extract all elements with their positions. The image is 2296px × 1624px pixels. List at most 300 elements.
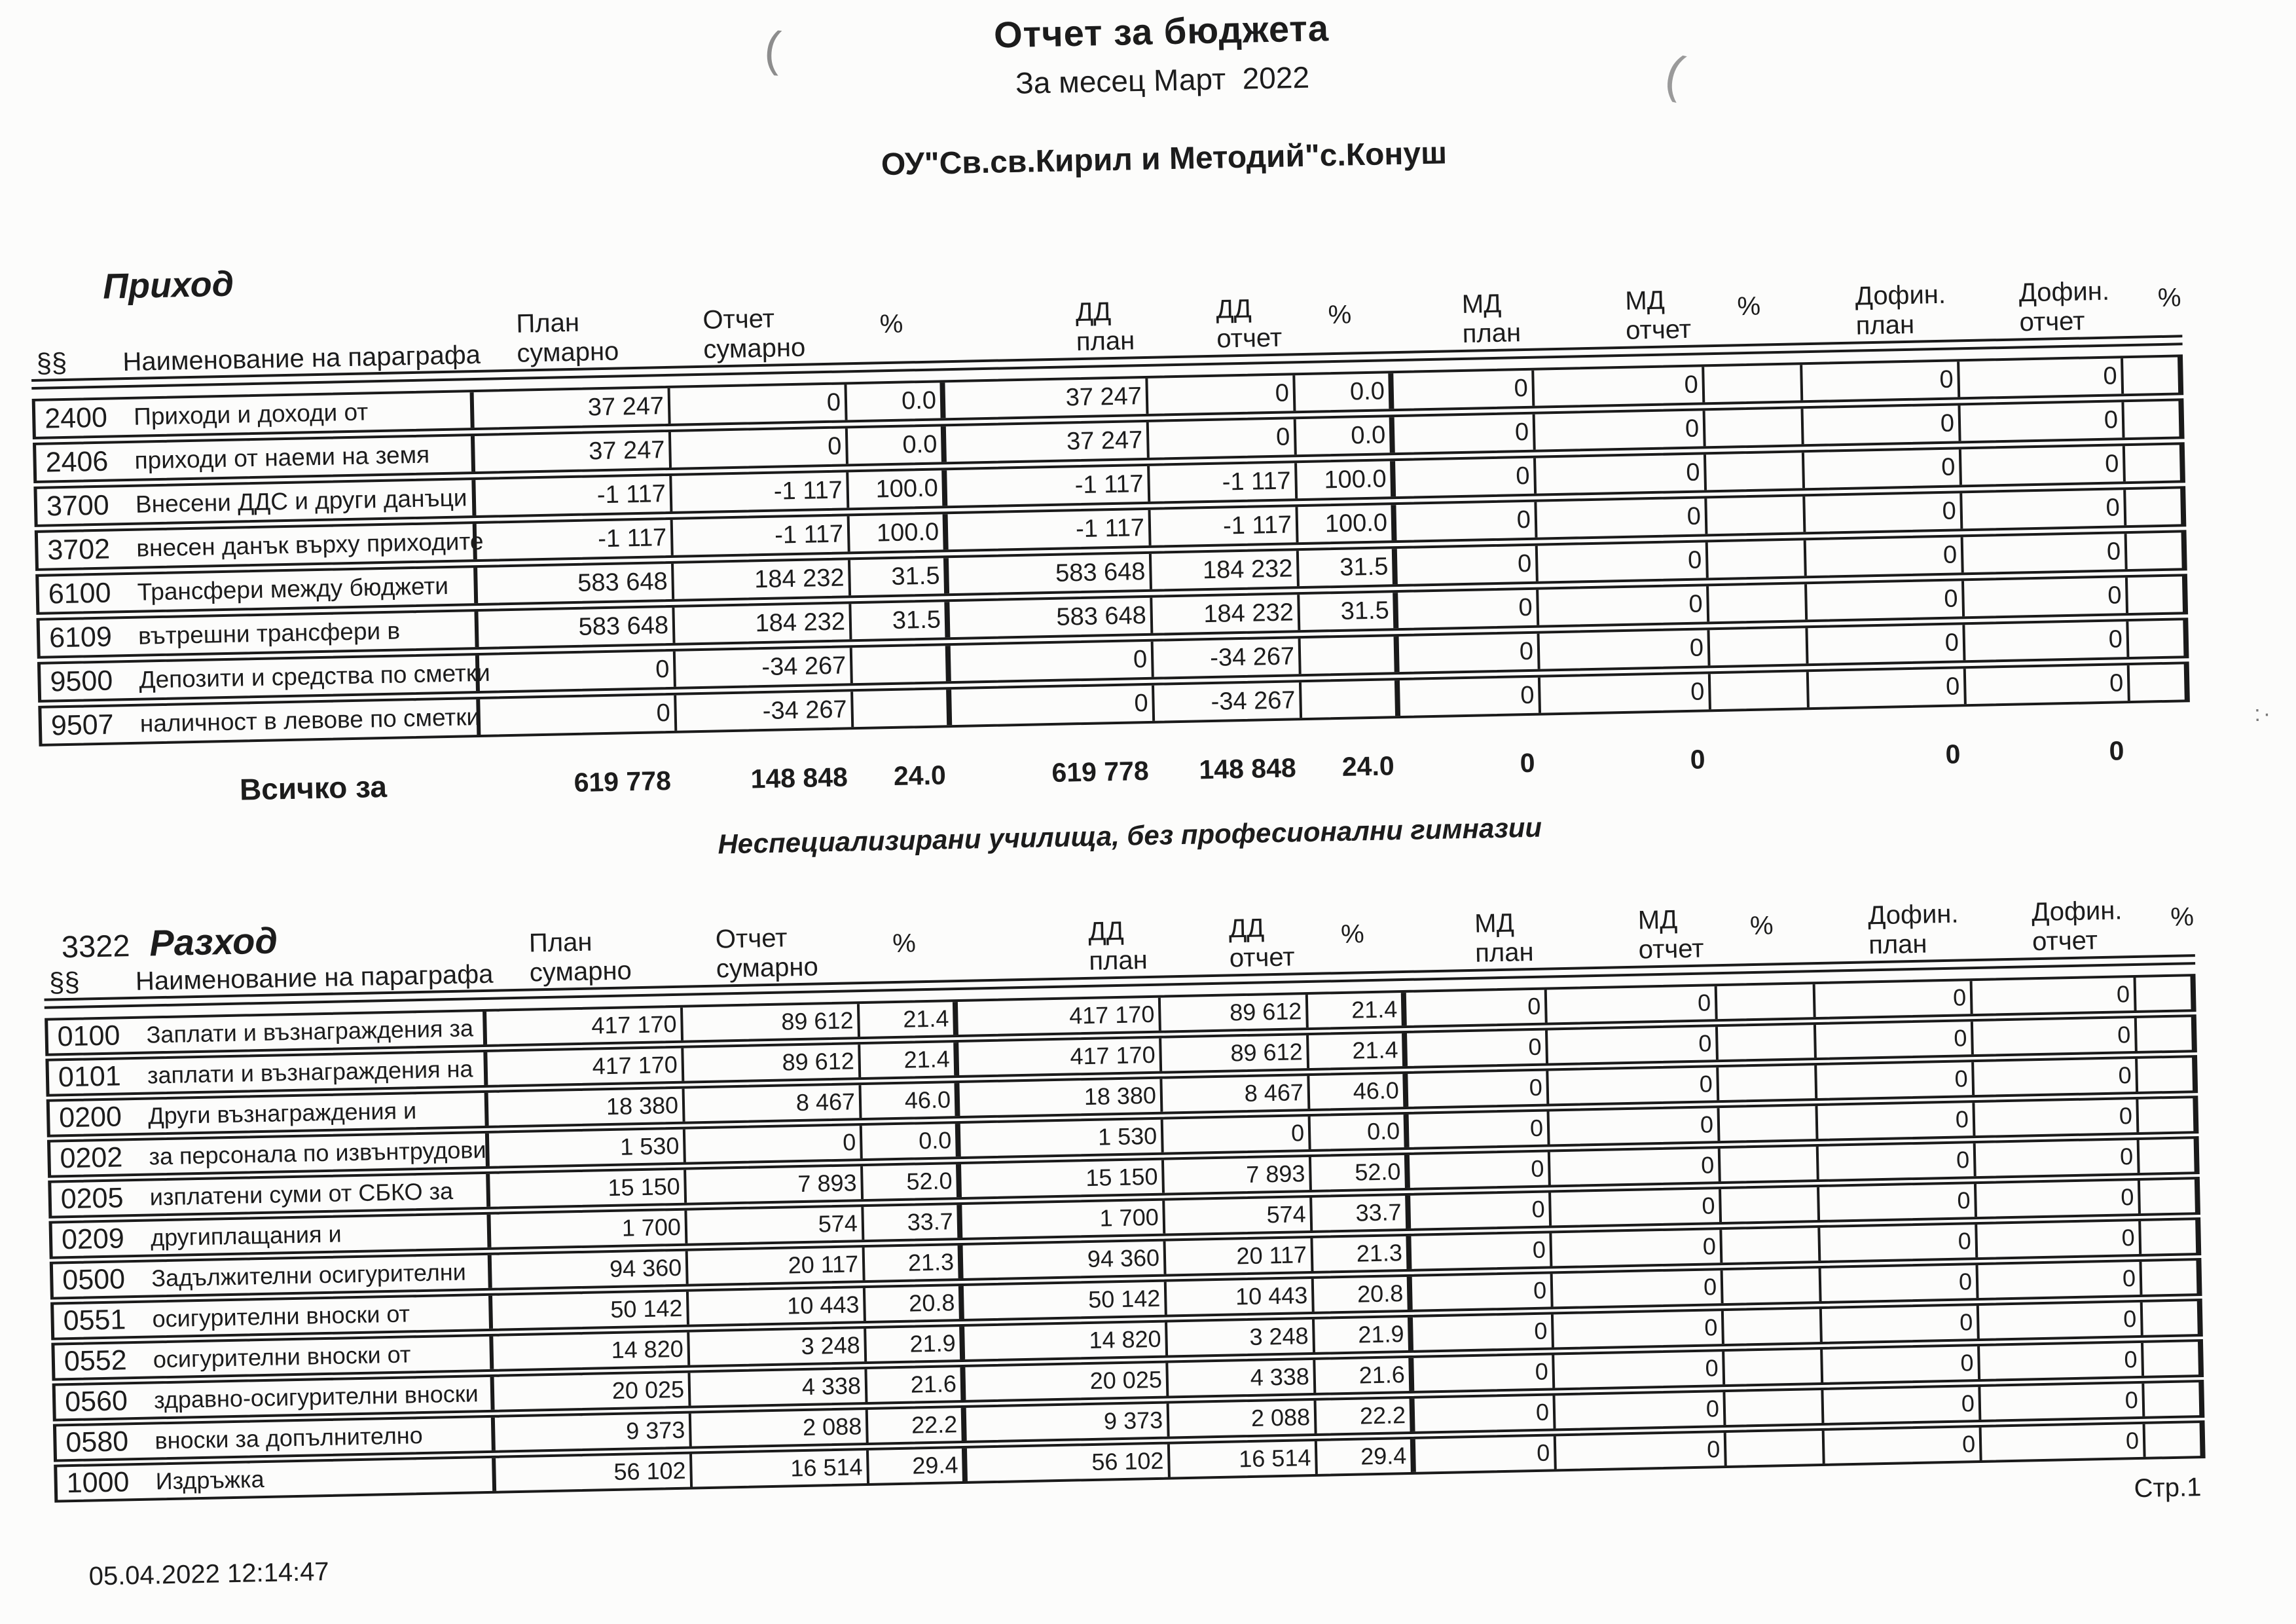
cell-dd-plan: 1 700 bbox=[962, 1201, 1165, 1238]
cell-md-plan: 0 bbox=[1409, 1111, 1550, 1147]
cell-pct bbox=[1725, 1390, 1824, 1425]
cell-dd-otchet: 10 443 bbox=[1167, 1279, 1315, 1315]
expense-section bbox=[41, 798, 2206, 1505]
cell-pct: 31.5 bbox=[850, 558, 949, 595]
cell-md-otchet: 0 bbox=[1553, 1270, 1724, 1306]
cell-dofin-plan: 0 bbox=[1808, 625, 1965, 663]
cell-name: Депозити и средства по сметки bbox=[132, 655, 480, 698]
total-md-plan: 0 bbox=[1520, 747, 1536, 778]
cell-pct: 31.5 bbox=[851, 602, 950, 639]
scan-artifact: ( bbox=[1660, 43, 1690, 103]
cell-dd-plan: 417 170 bbox=[958, 998, 1161, 1035]
total-pct: 24.0 bbox=[1341, 750, 1395, 782]
cell-name: Задължителни осигурителни bbox=[145, 1255, 492, 1295]
cell-md-plan: 0 bbox=[1406, 990, 1548, 1025]
cell-pct bbox=[2143, 1301, 2245, 1335]
cell-pct: 0.0 bbox=[1296, 417, 1395, 454]
expense-code: 3322 bbox=[61, 928, 130, 965]
cell-pct bbox=[1707, 496, 1806, 534]
cell-plan-sum: 417 170 bbox=[486, 1008, 683, 1044]
cell-md-otchet: 0 bbox=[1556, 1433, 1727, 1469]
cell-plan-sum: 583 648 bbox=[478, 608, 675, 647]
cell-otchet-sum: 3 248 bbox=[689, 1329, 867, 1365]
cell-dd-plan: 56 102 bbox=[967, 1445, 1171, 1481]
cell-dd-plan: 0 bbox=[951, 642, 1154, 681]
cell-pct: 100.0 bbox=[1298, 505, 1396, 542]
cell-plan-sum: 583 648 bbox=[477, 564, 674, 603]
cell-pct bbox=[2124, 400, 2226, 437]
cell-pct: 21.9 bbox=[1315, 1318, 1413, 1352]
cell-pct: 31.5 bbox=[1300, 593, 1398, 630]
cell-dofin-otchet: 0 bbox=[1973, 978, 2137, 1014]
cell-dofin-plan: 0 bbox=[1819, 1184, 1977, 1220]
cell-name: за персонала по извънтрудови bbox=[142, 1134, 490, 1173]
cell-plan-sum: 9 373 bbox=[495, 1414, 692, 1450]
cell-pct: 0.0 bbox=[847, 382, 945, 420]
cell-otchet-sum: 10 443 bbox=[689, 1288, 866, 1325]
cell-dofin-plan: 0 bbox=[1823, 1346, 1980, 1382]
cell-name: внесен данък върху приходите bbox=[130, 524, 477, 566]
total-pct: 24.0 bbox=[893, 759, 947, 791]
cell-name: изплатени суми от СБКО за bbox=[143, 1174, 490, 1214]
cell-dd-plan: 0 bbox=[951, 686, 1155, 725]
total-dofin-plan: 0 bbox=[1945, 738, 1961, 769]
cell-pct: 46.0 bbox=[1309, 1074, 1408, 1109]
cell-pct bbox=[1709, 628, 1808, 665]
cell-name: здравно-осигурителни вноски bbox=[147, 1377, 495, 1417]
cell-plan-sum: 20 025 bbox=[494, 1373, 691, 1410]
cell-dofin-otchet: 0 bbox=[1965, 621, 2129, 660]
total-dd-plan: 619 778 bbox=[1051, 755, 1150, 788]
cell-md-plan: 0 bbox=[1411, 1233, 1552, 1268]
cell-pct: 21.4 bbox=[1308, 993, 1407, 1027]
total-md-otchet: 0 bbox=[1690, 743, 1705, 775]
cell-pct bbox=[1709, 584, 1808, 621]
col-header-pct: % bbox=[2170, 902, 2195, 932]
cell-otchet-sum: 4 338 bbox=[690, 1369, 867, 1406]
cell-md-plan: 0 bbox=[1410, 1152, 1551, 1187]
cell-plan-sum: -1 117 bbox=[475, 476, 672, 515]
cell-otchet-sum: -1 117 bbox=[673, 516, 850, 555]
cell-name: приходи от наеми на земя bbox=[128, 436, 475, 479]
income-total-row bbox=[39, 728, 2191, 815]
cell-pct: 22.2 bbox=[1317, 1399, 1415, 1433]
expense-group-note: Неспециализирани училища, без професионални гимназии bbox=[717, 811, 1542, 860]
cell-pct bbox=[2128, 619, 2231, 657]
cell-pct: 21.4 bbox=[860, 1043, 959, 1077]
cell-otchet-sum: 89 612 bbox=[683, 1044, 861, 1081]
cell-plan-sum: 1 530 bbox=[489, 1130, 686, 1166]
cell-md-plan: 0 bbox=[1394, 415, 1536, 452]
cell-pct bbox=[1719, 1106, 1818, 1141]
cell-dd-otchet: 89 612 bbox=[1161, 1035, 1309, 1071]
cell-pct bbox=[2138, 1098, 2240, 1132]
cell-pct bbox=[1717, 984, 1816, 1019]
cell-pct: 21.3 bbox=[1313, 1236, 1412, 1271]
cell-dd-plan: 15 150 bbox=[961, 1160, 1165, 1197]
col-header-name: Наименование на параграфа bbox=[135, 959, 494, 996]
cell-dofin-plan: 0 bbox=[1825, 1428, 1982, 1464]
cell-md-plan: 0 bbox=[1398, 590, 1539, 628]
cell-pct bbox=[2140, 1138, 2242, 1173]
cell-plan-sum: 1 700 bbox=[490, 1211, 687, 1247]
cell-pct bbox=[1708, 540, 1807, 578]
cell-pct: 21.4 bbox=[1309, 1033, 1408, 1068]
cell-otchet-sum: -34 267 bbox=[676, 648, 853, 687]
cell-md-otchet: 0 bbox=[1536, 454, 1707, 493]
col-header-pct: % bbox=[879, 309, 903, 339]
col-header-pct: % bbox=[1749, 911, 1774, 941]
cell-md-otchet: 0 bbox=[1540, 630, 1711, 669]
cell-otchet-sum: 20 117 bbox=[688, 1247, 866, 1284]
cell-md-otchet: 0 bbox=[1552, 1230, 1722, 1266]
col-header-name: Наименование на параграфа bbox=[122, 340, 481, 377]
cell-otchet-sum: 184 232 bbox=[674, 604, 852, 643]
cell-md-otchet: 0 bbox=[1548, 1067, 1719, 1103]
cell-dofin-plan: 0 bbox=[1823, 1387, 1981, 1423]
cell-name: Трансфери между бюджети bbox=[130, 568, 478, 610]
cell-dofin-otchet: 0 bbox=[1975, 1099, 2139, 1135]
cell-pct: 46.0 bbox=[861, 1083, 960, 1118]
cell-md-otchet: 0 bbox=[1535, 411, 1706, 449]
col-header-pct: % bbox=[1340, 919, 1365, 949]
cell-md-plan: 0 bbox=[1397, 546, 1539, 584]
cell-pct: 31.5 bbox=[1299, 549, 1398, 586]
cell-otchet-sum: 0 bbox=[670, 384, 848, 424]
cell-dofin-plan: 0 bbox=[1804, 405, 1961, 444]
cell-dd-plan: -1 117 bbox=[947, 466, 1150, 506]
cell-otchet-sum: -34 267 bbox=[676, 692, 854, 731]
print-timestamp: 05.04.2022 12:14:47 bbox=[88, 1557, 330, 1591]
total-otchet-sum: 148 848 bbox=[750, 761, 848, 794]
cell-dd-otchet: -34 267 bbox=[1154, 682, 1302, 721]
cell-md-plan: 0 bbox=[1407, 1030, 1548, 1065]
cell-code: 2406 bbox=[45, 445, 109, 479]
col-header-pct: % bbox=[892, 929, 917, 959]
cell-code: 3700 bbox=[46, 489, 110, 523]
cell-plan-sum: 18 380 bbox=[488, 1089, 685, 1126]
cell-pct bbox=[2128, 576, 2230, 613]
col-header-pct: % bbox=[1737, 291, 1761, 322]
col-header-dofin-otchet: Дофин. отчет bbox=[2031, 896, 2123, 957]
cell-dofin-otchet: 0 bbox=[1977, 1181, 2141, 1217]
expense-rows bbox=[45, 974, 2206, 1503]
cell-pct bbox=[853, 690, 952, 727]
cell-code: 0580 bbox=[65, 1425, 129, 1458]
cell-otchet-sum: -1 117 bbox=[672, 472, 849, 511]
cell-md-plan: 0 bbox=[1413, 1314, 1554, 1350]
col-header-dofin-plan: Дофин. план bbox=[1855, 280, 1946, 341]
cell-plan-sum: 37 247 bbox=[475, 432, 672, 471]
cell-dd-otchet: 0 bbox=[1163, 1116, 1311, 1153]
cell-name: Приходи и доходи от bbox=[127, 392, 475, 435]
cell-pct bbox=[1302, 680, 1400, 718]
col-header-code: §§ bbox=[36, 346, 67, 378]
col-header-md-plan: МД план bbox=[1461, 289, 1522, 349]
cell-pct: 100.0 bbox=[1297, 461, 1396, 498]
cell-pct bbox=[2138, 1057, 2240, 1092]
cell-md-otchet: 0 bbox=[1551, 1189, 1722, 1225]
col-header-pct: % bbox=[1328, 300, 1352, 330]
cell-dd-plan: 94 360 bbox=[963, 1242, 1167, 1278]
cell-plan-sum: 56 102 bbox=[496, 1454, 693, 1491]
cell-code: 6100 bbox=[48, 577, 111, 610]
cell-dofin-plan: 0 bbox=[1802, 361, 1960, 400]
cell-dofin-plan: 0 bbox=[1804, 449, 1962, 488]
cell-pct bbox=[2141, 1260, 2244, 1295]
col-header-plan-sum: План сумарно bbox=[516, 308, 619, 369]
cell-md-plan: 0 bbox=[1413, 1355, 1555, 1390]
col-header-code: §§ bbox=[48, 966, 81, 998]
cell-pct bbox=[2126, 488, 2228, 525]
cell-pct bbox=[852, 646, 951, 683]
cell-pct: 22.2 bbox=[868, 1408, 967, 1443]
cell-otchet-sum: 16 514 bbox=[692, 1450, 869, 1487]
cell-dofin-otchet: 0 bbox=[1963, 534, 2128, 572]
cell-code: 0500 bbox=[62, 1263, 126, 1296]
cell-pct: 20.8 bbox=[1314, 1277, 1413, 1312]
total-dd-otchet: 148 848 bbox=[1198, 752, 1297, 784]
cell-dd-plan: 50 142 bbox=[964, 1282, 1167, 1319]
col-header-dd-otchet: ДД отчет bbox=[1228, 913, 1296, 973]
cell-dofin-otchet: 0 bbox=[1978, 1262, 2143, 1298]
cell-md-plan: 0 bbox=[1415, 1436, 1557, 1471]
cell-otchet-sum: 184 232 bbox=[674, 560, 851, 599]
cell-pct: 21.3 bbox=[865, 1246, 964, 1280]
cell-md-otchet: 0 bbox=[1547, 986, 1718, 1022]
cell-pct: 21.9 bbox=[866, 1327, 965, 1361]
cell-plan-sum: 417 170 bbox=[487, 1048, 684, 1085]
cell-code: 9500 bbox=[50, 665, 113, 697]
cell-md-otchet: 0 bbox=[1548, 1027, 1719, 1063]
cell-md-plan: 0 bbox=[1395, 458, 1537, 496]
cell-dd-otchet: 0 bbox=[1148, 375, 1296, 414]
cell-dofin-plan: 0 bbox=[1819, 1143, 1977, 1179]
cell-pct bbox=[2136, 976, 2238, 1010]
cell-name: осигурителни вноски от bbox=[146, 1337, 494, 1376]
cell-code: 6109 bbox=[48, 621, 113, 654]
cell-dd-otchet: 184 232 bbox=[1152, 595, 1300, 633]
cell-dofin-otchet: 0 bbox=[1960, 402, 2124, 441]
cell-name: Заплати и възнаграждения за bbox=[139, 1012, 487, 1052]
cell-dofin-plan: 0 bbox=[1805, 493, 1963, 532]
cell-otchet-sum: 7 893 bbox=[686, 1166, 864, 1203]
cell-pct: 100.0 bbox=[848, 470, 947, 507]
cell-pct: 52.0 bbox=[863, 1164, 962, 1199]
cell-dofin-plan: 0 bbox=[1816, 1022, 1974, 1058]
cell-dofin-plan: 0 bbox=[1822, 1306, 1980, 1342]
cell-dd-plan: -1 117 bbox=[948, 510, 1152, 549]
cell-md-plan: 0 bbox=[1393, 371, 1535, 409]
cell-pct: 0.0 bbox=[862, 1124, 961, 1158]
cell-otchet-sum: 89 612 bbox=[683, 1004, 860, 1041]
cell-code: 0200 bbox=[58, 1100, 122, 1134]
cell-pct bbox=[2130, 663, 2232, 701]
page-number: Стр.1 bbox=[2134, 1473, 2202, 1504]
cell-name: заплати и възнаграждения на bbox=[140, 1052, 488, 1092]
cell-dd-otchet: -1 117 bbox=[1150, 463, 1298, 502]
cell-dofin-plan: 0 bbox=[1807, 581, 1965, 619]
cell-otchet-sum: 0 bbox=[671, 428, 848, 468]
cell-pct bbox=[2127, 532, 2229, 569]
cell-md-plan: 0 bbox=[1400, 678, 1541, 716]
cell-dofin-plan: 0 bbox=[1820, 1225, 1978, 1261]
cell-pct: 29.4 bbox=[869, 1449, 968, 1483]
cell-dd-plan: 20 025 bbox=[965, 1363, 1169, 1400]
cell-name: вътрешни трансфери в bbox=[132, 612, 479, 654]
cell-md-plan: 0 bbox=[1408, 1071, 1549, 1106]
col-header-pct: % bbox=[2157, 283, 2181, 313]
cell-code: 0551 bbox=[63, 1303, 126, 1337]
cell-md-plan: 0 bbox=[1399, 634, 1540, 672]
cell-dofin-otchet: 0 bbox=[1977, 1221, 2141, 1257]
cell-pct: 21.6 bbox=[867, 1367, 966, 1402]
cell-dofin-otchet: 0 bbox=[1980, 1343, 2144, 1379]
cell-md-otchet: 0 bbox=[1550, 1108, 1721, 1144]
cell-code: 1000 bbox=[66, 1466, 130, 1499]
cell-dofin-otchet: 0 bbox=[1966, 665, 2130, 704]
col-header-md-otchet: МД отчет bbox=[1637, 905, 1704, 965]
cell-otchet-sum: 8 467 bbox=[685, 1085, 862, 1122]
cell-name: осигурителни вноски от bbox=[145, 1296, 493, 1336]
cell-pct: 52.0 bbox=[1311, 1155, 1410, 1190]
expense-label: Разход bbox=[149, 919, 278, 964]
cell-md-otchet: 0 bbox=[1537, 498, 1707, 537]
cell-pct bbox=[2143, 1341, 2246, 1376]
col-header-dofin-plan: Дофин. план bbox=[1867, 899, 1959, 960]
cell-pct: 0.0 bbox=[848, 426, 947, 464]
report-period: За месец Март 2022 bbox=[1015, 60, 1310, 100]
cell-md-otchet: 0 bbox=[1555, 1392, 1726, 1428]
total-dofin-otchet: 0 bbox=[2109, 735, 2124, 766]
cell-dd-plan: 18 380 bbox=[959, 1079, 1163, 1116]
cell-md-otchet: 0 bbox=[1554, 1311, 1724, 1347]
total-plan-sum: 619 778 bbox=[574, 765, 672, 798]
organization-name: ОУ"Св.св.Кирил и Методий"с.Конуш bbox=[881, 136, 1448, 183]
cell-pct: 21.4 bbox=[860, 1002, 958, 1037]
cell-name: Други възнаграждения и bbox=[141, 1093, 489, 1133]
cell-dd-otchet: -1 117 bbox=[1151, 507, 1299, 545]
cell-plan-sum: 15 150 bbox=[490, 1170, 687, 1207]
total-label: Всичко за bbox=[239, 769, 388, 807]
col-header-dofin-otchet: Дофин. отчет bbox=[2018, 276, 2110, 337]
section-label-expense bbox=[61, 919, 278, 966]
cell-dd-otchet: 3 248 bbox=[1167, 1320, 1315, 1356]
cell-name: Издръжка bbox=[149, 1458, 496, 1498]
cell-dofin-otchet: 0 bbox=[1962, 490, 2126, 528]
cell-pct: 0.0 bbox=[1311, 1115, 1410, 1149]
cell-pct: 20.8 bbox=[866, 1286, 964, 1321]
cell-name: вноски за допълнително bbox=[148, 1418, 496, 1458]
col-header-dd-plan: ДД план bbox=[1087, 916, 1148, 976]
col-header-md-plan: МД план bbox=[1474, 908, 1534, 969]
cell-code: 0552 bbox=[64, 1344, 128, 1377]
cell-dd-otchet: 184 232 bbox=[1152, 551, 1300, 589]
cell-pct bbox=[1722, 1228, 1821, 1263]
cell-otchet-sum: 2 088 bbox=[691, 1410, 869, 1447]
section-label-income: Приход bbox=[102, 264, 234, 306]
cell-pct bbox=[1724, 1350, 1823, 1384]
cell-dd-otchet: 574 bbox=[1165, 1198, 1313, 1234]
cell-plan-sum: 0 bbox=[479, 652, 676, 691]
cell-dd-otchet: 20 117 bbox=[1166, 1238, 1314, 1274]
cell-pct: 29.4 bbox=[1317, 1439, 1416, 1474]
cell-dd-plan: 417 170 bbox=[958, 1039, 1162, 1075]
cell-dofin-plan: 0 bbox=[1817, 1062, 1975, 1098]
cell-plan-sum: 37 247 bbox=[474, 388, 671, 428]
cell-pct bbox=[1704, 365, 1803, 402]
cell-dd-plan: 37 247 bbox=[946, 422, 1150, 462]
cell-pct bbox=[1723, 1268, 1822, 1303]
cell-dofin-plan: 0 bbox=[1817, 1103, 1975, 1139]
cell-pct bbox=[2140, 1179, 2242, 1213]
cell-dd-plan: 9 373 bbox=[966, 1404, 1170, 1441]
cell-code: 0209 bbox=[61, 1222, 125, 1255]
cell-dofin-otchet: 0 bbox=[1959, 358, 2124, 397]
income-section bbox=[29, 206, 2191, 814]
cell-md-otchet: 0 bbox=[1538, 542, 1709, 581]
cell-pct bbox=[1726, 1431, 1825, 1466]
cell-pct: 0.0 bbox=[1295, 373, 1394, 411]
cell-name: наличност в левове по сметки bbox=[133, 699, 481, 742]
cell-dd-otchet: 7 893 bbox=[1164, 1157, 1312, 1193]
cell-pct: 33.7 bbox=[864, 1205, 962, 1240]
cell-md-otchet: 0 bbox=[1550, 1149, 1721, 1185]
cell-pct bbox=[2125, 444, 2227, 481]
cell-dofin-otchet: 0 bbox=[1976, 1140, 2140, 1176]
cell-plan-sum: 0 bbox=[480, 695, 677, 735]
cell-pct bbox=[1706, 452, 1805, 490]
cell-md-plan: 0 bbox=[1415, 1395, 1556, 1431]
cell-dofin-otchet: 0 bbox=[1974, 1059, 2138, 1095]
cell-pct bbox=[1705, 409, 1804, 446]
cell-pct: 33.7 bbox=[1312, 1196, 1411, 1230]
cell-pct: 21.6 bbox=[1315, 1358, 1414, 1393]
cell-dd-otchet: 8 467 bbox=[1162, 1076, 1310, 1112]
cell-pct bbox=[1719, 1065, 1817, 1100]
cell-dofin-otchet: 0 bbox=[1980, 1384, 2145, 1420]
cell-md-otchet: 0 bbox=[1534, 367, 1705, 405]
cell-dd-plan: 37 247 bbox=[945, 378, 1148, 418]
col-header-dd-plan: ДД план bbox=[1075, 297, 1135, 357]
cell-md-otchet: 0 bbox=[1554, 1352, 1725, 1388]
cell-md-otchet: 0 bbox=[1540, 674, 1711, 712]
col-header-dd-otchet: ДД отчет bbox=[1215, 294, 1283, 354]
cell-md-plan: 0 bbox=[1412, 1274, 1554, 1309]
cell-dd-otchet: 0 bbox=[1149, 419, 1297, 458]
cell-code: 0560 bbox=[64, 1384, 128, 1418]
cell-pct bbox=[1301, 637, 1400, 674]
cell-dd-otchet: -34 267 bbox=[1154, 638, 1302, 677]
cell-plan-sum: 14 820 bbox=[493, 1333, 690, 1369]
cell-code: 0205 bbox=[60, 1181, 124, 1215]
income-column-headers bbox=[29, 206, 2182, 379]
cell-dd-plan: 583 648 bbox=[949, 598, 1153, 637]
cell-code: 0100 bbox=[57, 1019, 120, 1052]
cell-dd-plan: 14 820 bbox=[964, 1323, 1168, 1359]
cell-dofin-otchet: 0 bbox=[1961, 446, 2126, 485]
cell-pct: 100.0 bbox=[850, 514, 949, 551]
cell-pct bbox=[2123, 356, 2225, 394]
income-rows bbox=[32, 354, 2190, 747]
cell-dofin-plan: 0 bbox=[1806, 537, 1964, 576]
cell-dofin-plan: 0 bbox=[1815, 981, 1973, 1017]
cell-code: 0202 bbox=[60, 1141, 123, 1174]
cell-dofin-otchet: 0 bbox=[1973, 1018, 2138, 1054]
cell-code: 9507 bbox=[50, 709, 115, 741]
col-header-md-otchet: МД отчет bbox=[1624, 286, 1692, 346]
cell-md-otchet: 0 bbox=[1539, 586, 1709, 625]
